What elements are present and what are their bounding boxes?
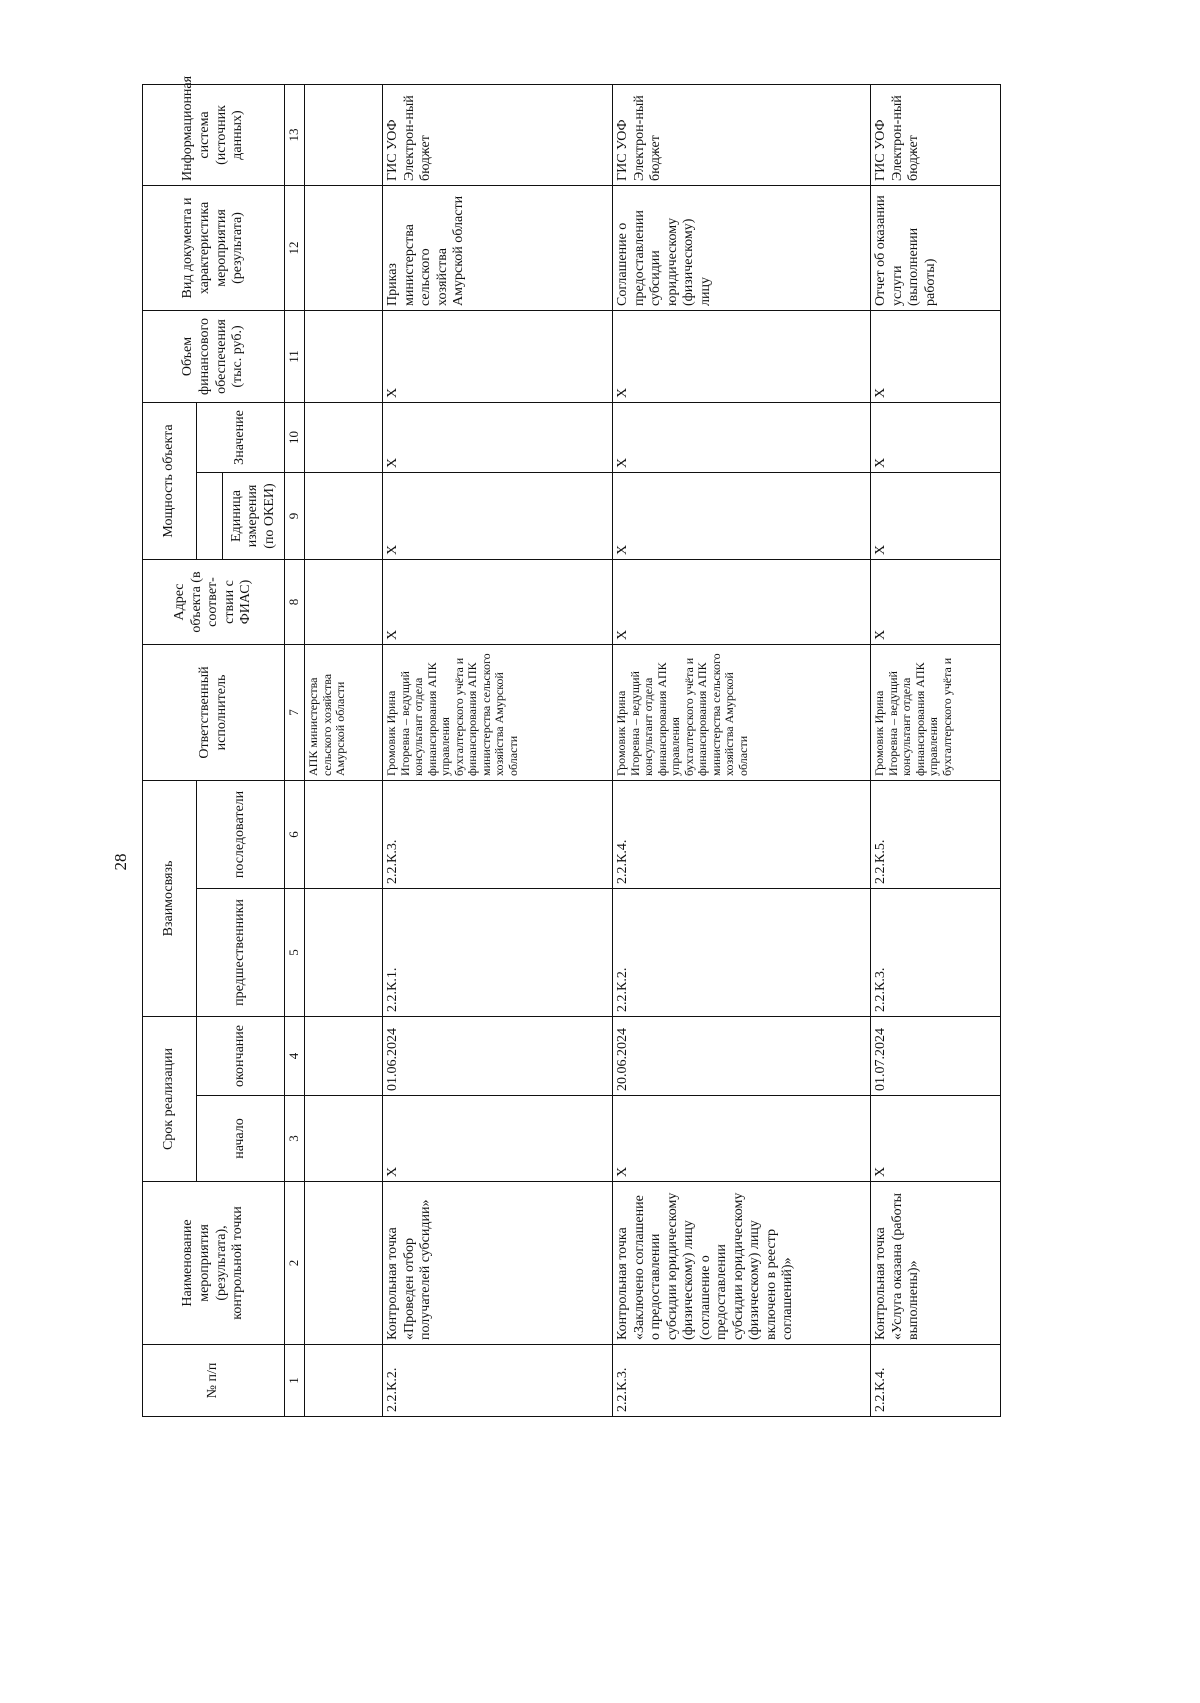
header-finance: Объем финансового обеспечения (тыс. руб.): [143, 310, 285, 402]
column-number: 11: [285, 310, 305, 402]
column-number: 7: [285, 645, 305, 781]
row-system: ГИС УОФ Электрон-ный бюджет: [613, 84, 871, 185]
row-responsible: Громовик Ирина Игоревна – ведущий консультант отдела финансирования АПК управления бухгалтерского учёта и: [871, 645, 1001, 781]
row-address: X: [871, 560, 1001, 645]
column-number: 2: [285, 1182, 305, 1345]
row-name: Контрольная точка «Заключено соглашение о предоставлении субсидии юридическому (физическому) лицу (соглашение о предоставлении субсидии юридическому (физическому) лицу включено в реестр соглашений)»: [613, 1182, 871, 1345]
column-number: 6: [285, 781, 305, 889]
row-start: X: [871, 1096, 1001, 1182]
column-number: 12: [285, 185, 305, 310]
row-name: Контрольная точка «Проведен отбор получателей субсидии»: [383, 1182, 613, 1345]
row-doc: Приказ министерства сельского хозяйства Амурской области: [383, 185, 613, 310]
row-doc: Отчет об оказании услуги (выполнении работы): [871, 185, 1001, 310]
row-succ: 2.2.К.5.: [871, 781, 1001, 889]
row-pred: 2.2.К.3.: [871, 889, 1001, 1017]
row-succ: 2.2.К.4.: [613, 781, 871, 889]
header-end: окончание: [197, 1017, 285, 1096]
row-num: 2.2.К.2.: [383, 1345, 613, 1417]
header-address: Адрес объекта (в соответ-ствии с ФИАС): [143, 560, 285, 645]
row-finance: X: [613, 310, 871, 402]
row-unit: X: [383, 473, 613, 560]
header-doc: Вид документа и характеристика мероприятия (результата): [143, 185, 285, 310]
header-predecessors: предшественники: [197, 889, 285, 1017]
row-address: X: [383, 560, 613, 645]
row-name: Контрольная точка «Услуга оказана (работы выполнены)»: [871, 1182, 1001, 1345]
row-unit: X: [871, 473, 1001, 560]
page-number: 28: [111, 853, 130, 871]
row-end: 01.07.2024: [871, 1017, 1001, 1096]
row-responsible: Громовик Ирина Игоревна – ведущий консультант отдела финансирования АПК управления бухгалтерского учёта и финансирования АПК министерства сельского хозяйства Амурской области: [613, 645, 871, 781]
row-responsible: Громовик Ирина Игоревна – ведущий консультант отдела финансирования АПК управления бухгалтерского учёта и финансирования АПК министерства сельского хозяйства Амурской области: [383, 645, 613, 781]
column-number: 10: [285, 402, 305, 472]
column-number: 1: [285, 1345, 305, 1417]
header-successors: последователи: [197, 781, 285, 889]
row-system: ГИС УОФ Электрон-ный бюджет: [383, 84, 613, 185]
header-value: Значение: [197, 402, 285, 472]
row-num: 2.2.К.3.: [613, 1345, 871, 1417]
rotated-table-wrapper: [142, 75, 1087, 1417]
header-num: № п/п: [143, 1345, 285, 1417]
column-number: 5: [285, 889, 305, 1017]
header-system: Информационная система (источник данных): [143, 84, 285, 185]
row-address: X: [613, 560, 871, 645]
table-row: [613, 84, 871, 1416]
row-end: 20.06.2024: [613, 1017, 871, 1096]
column-number: 4: [285, 1017, 305, 1096]
row-unit: X: [613, 473, 871, 560]
continuation-row: [305, 84, 383, 1416]
row-num: 2.2.К.4.: [871, 1345, 1001, 1417]
header-period: Срок реализации: [143, 1017, 197, 1182]
header-relation: Взаимосвязь: [143, 781, 197, 1017]
row-doc: Соглашение о предоставлении субсидии юридическому (физическому) лицу: [613, 185, 871, 310]
row-value: X: [613, 402, 871, 472]
schedule-table: [142, 75, 1001, 1417]
header-unit: Единица измерения (по ОКЕИ): [223, 473, 285, 560]
header-start: начало: [197, 1096, 285, 1182]
row-start: X: [383, 1096, 613, 1182]
row-end: 01.06.2024: [383, 1017, 613, 1096]
row-finance: X: [871, 310, 1001, 402]
row-value: X: [871, 402, 1001, 472]
column-number: 3: [285, 1096, 305, 1182]
table-row: [871, 84, 1001, 1416]
header-responsible: Ответственный исполнитель: [143, 645, 285, 781]
row-start: X: [613, 1096, 871, 1182]
row-pred: 2.2.К.2.: [613, 889, 871, 1017]
header-name: Наименование мероприятия (результата), контрольной точки: [143, 1182, 285, 1345]
column-number-row: [285, 84, 305, 1416]
header-capacity: Мощность объекта: [143, 402, 197, 559]
table-row: [383, 84, 613, 1416]
row-value: X: [383, 402, 613, 472]
column-number: 9: [285, 473, 305, 560]
header-capacity-spacer: [197, 473, 223, 560]
row-pred: 2.2.К.1.: [383, 889, 613, 1017]
column-number: 13: [285, 84, 305, 185]
row-succ: 2.2.К.3.: [383, 781, 613, 889]
continuation-responsible: АПК министерства сельского хозяйства Амурской области: [305, 645, 383, 781]
column-number: 8: [285, 560, 305, 645]
row-finance: X: [383, 310, 613, 402]
row-system: ГИС УОФ Электрон-ный бюджет: [871, 84, 1001, 185]
